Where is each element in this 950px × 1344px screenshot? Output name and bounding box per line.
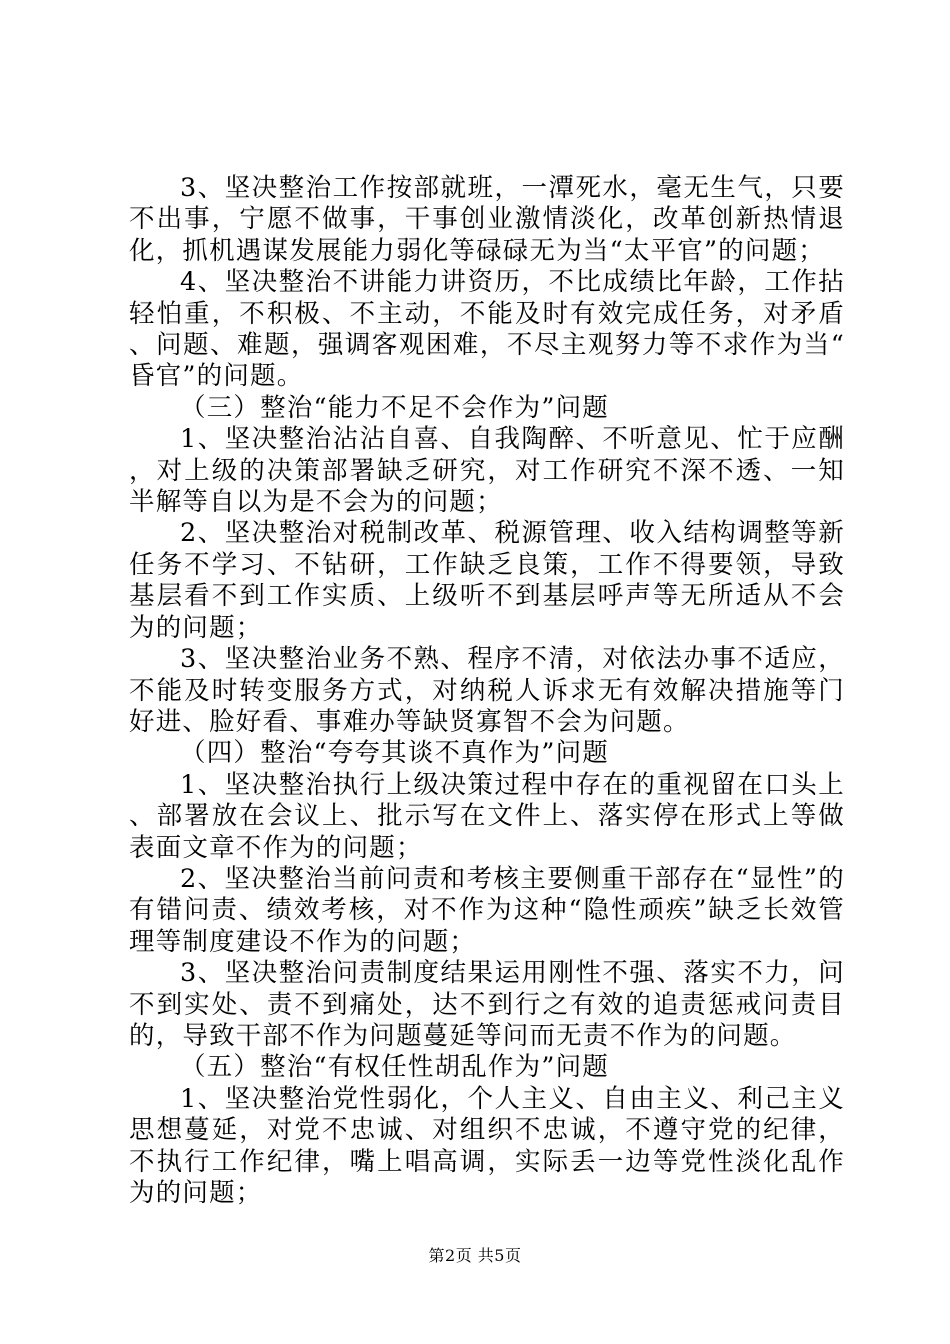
paragraph-item: 1、坚决整治执行上级决策过程中存在的重视留在口头上、部署放在会议上、批示写在文件上、落实停在形式上等做表面文章不作为的问题； — [129, 769, 845, 863]
section-heading: （五）整治“有权任性胡乱作为”问题 — [180, 1052, 609, 1083]
paragraph-item: 4、坚决整治不讲能力讲资历，不比成绩比年龄，工作拈轻怕重，不积极、不主动，不能及时有效完成任务，对矛盾、问题、难题，强调客观困难，不尽主观努力等不求作为当“昏官”的问题。 — [129, 267, 845, 392]
section-heading: （四）整治“夸夸其谈不真作为”问题 — [180, 738, 609, 769]
paragraph-item: 1、坚决整治沾沾自喜、自我陶醉、不听意见、忙于应酬，对上级的决策部署缺乏研究，对工作研究不深不透、一知半解等自以为是不会为的问题； — [129, 424, 845, 518]
document-body — [129, 173, 845, 1209]
paragraph-item: 3、坚决整治问责制度结果运用刚性不强、落实不力，问不到实处、责不到痛处，达不到行之有效的追责惩戒问责目的，导致干部不作为问题蔓延等问而无责不作为的问题。 — [129, 958, 845, 1051]
paragraph-item: 3、坚决整治工作按部就班，一潭死水，毫无生气，只要不出事，宁愿不做事，干事创业激情淡化，改革创新热情退化，抓机遇谋发展能力弱化等碌碌无为当“太平官”的问题； — [129, 173, 845, 266]
paragraph-item: 2、坚决整治对税制改革、税源管理、收入结构调整等新任务不学习、不钻研，工作缺乏良策，工作不得要领，导致基层看不到工作实质、上级听不到基层呼声等无所适从不会为的问题； — [129, 518, 845, 643]
section-heading: （三）整治“能力不足不会作为”问题 — [180, 392, 609, 423]
paragraph-item: 1、坚决整治党性弱化，个人主义、自由主义、利己主义思想蔓延，对党不忠诚、对组织不忠诚，不遵守党的纪律，不执行工作纪律，嘴上唱高调，实际丢一边等党性淡化乱作为的问题； — [129, 1083, 845, 1208]
page-footer — [0, 1246, 950, 1266]
paragraph-item: 2、坚决整治当前问责和考核主要侧重干部存在“显性”的有错问责、绩效考核，对不作为这种“隐性顽疾”缺乏长效管理等制度建设不作为的问题； — [129, 863, 845, 957]
paragraph-item: 3、坚决整治业务不熟、程序不清，对依法办事不适应，不能及时转变服务方式，对纳税人诉求无有效解决措施等门好进、脸好看、事难办等缺贤寡智不会为问题。 — [129, 644, 845, 737]
page-number-indicator: 第2页 共5页 — [428, 1246, 522, 1265]
